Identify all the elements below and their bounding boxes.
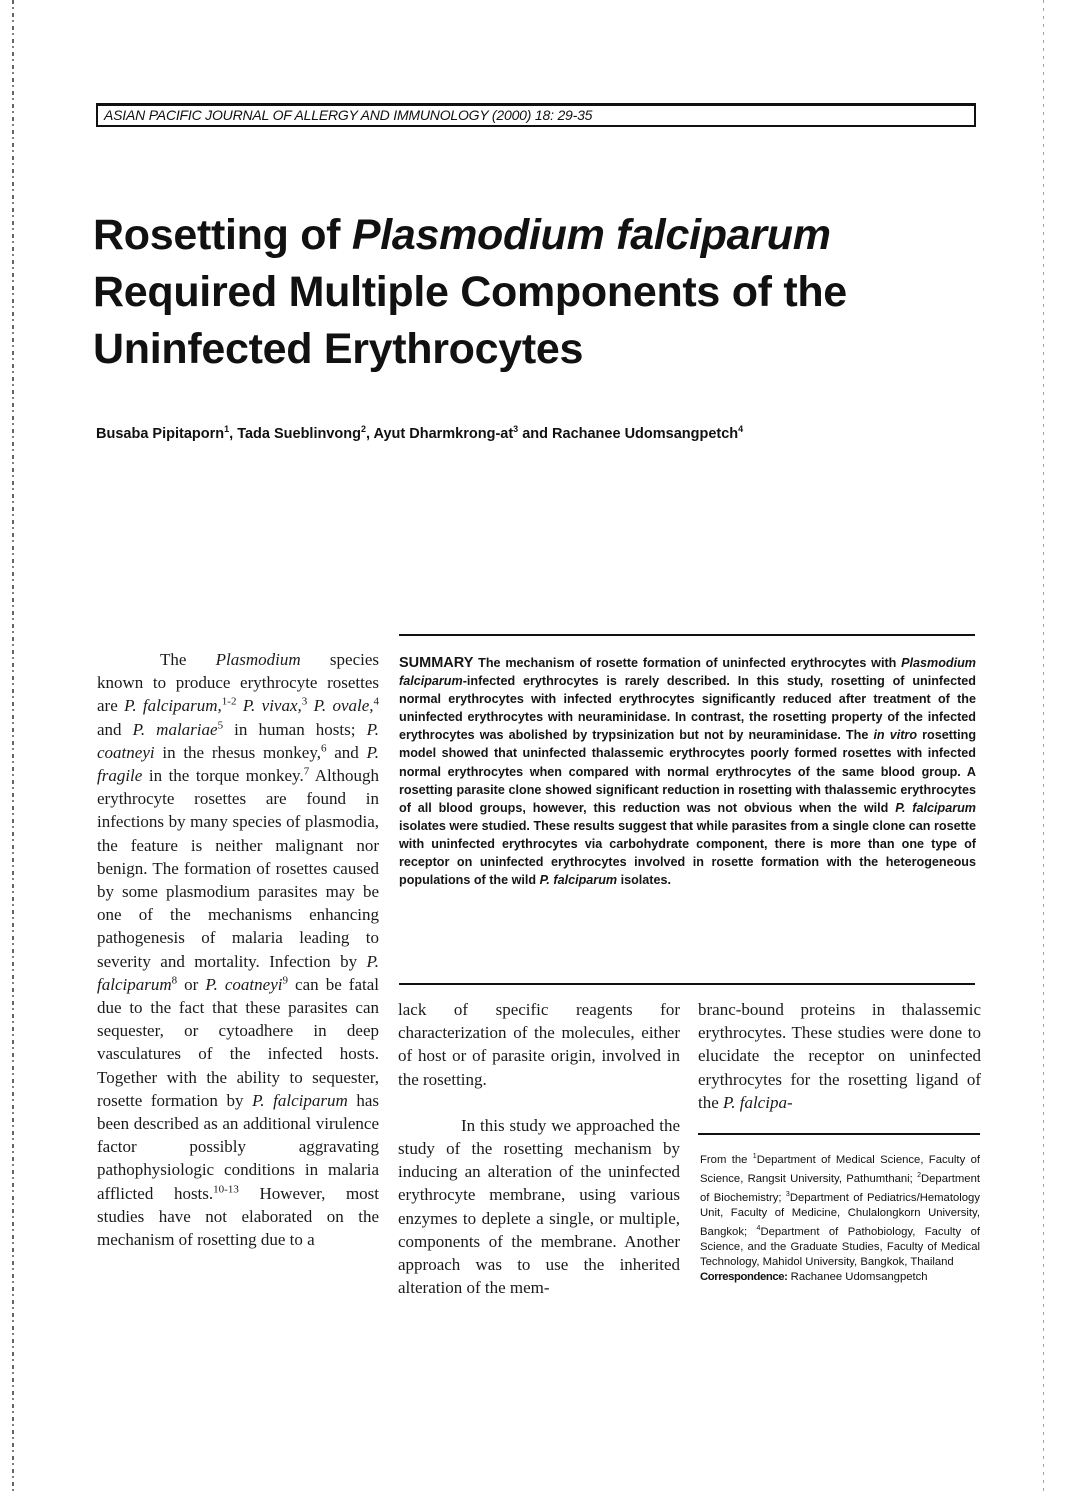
scan-edge-artifact-right <box>1043 0 1044 1495</box>
citation-ref: 4 <box>373 695 380 708</box>
citation-ref: 7 <box>303 765 310 778</box>
summary-label: SUMMARY <box>399 655 474 671</box>
body-column-1 <box>97 648 379 1251</box>
citation-ref: 3 <box>301 695 308 708</box>
journal-citation: ASIAN PACIFIC JOURNAL OF ALLERGY AND IMMUNOLOGY (2000) 18: 29-35 <box>104 107 593 123</box>
citation-ref: 10-13 <box>213 1183 239 1196</box>
author-affiliation-mark: 1 <box>224 424 230 434</box>
body-paragraph: The Plasmodium species known to produce erythrocyte rosettes are P. falciparum,$^{1-2}$ P. vivax,$^3$ P. ovale,$^4$ and P. malariae$^5$ in human hosts; P. coatneyi in the rhesus monkey,$^6$ and P. fragile in the torque monkey.$^7$ Although erythrocyte rosettes are found in infections by many species of plasmodia, the feature is neither malignant nor benign. The formation of rosettes caused by some plasmodium parasites may be one of the mechanisms enhancing pathogenesis of malaria leading to severity and mortality. Infection by P. falciparum$^8$ or P. coatneyi$^9$ can be fatal due to the fact that these parasites can sequester, or cytoadhere in deep vasculatures of the infected hosts. Together with the ability to sequester, rosette formation by P. falciparum has been described as an additional virulence factor possibly aggravating pathophysiologic conditions in malaria afflicted hosts.$^{10-13}$ However, most studies have not elaborated on the mechanism of rosetting due to a <box>97 650 380 1250</box>
body-column-3 <box>698 998 981 1114</box>
body-column-2 <box>398 998 680 1299</box>
body-paragraph: lack of specific reagents for characterization of the molecules, either of host or of parasite origin, involved in the rosetting. <box>398 1000 680 1089</box>
article-title <box>93 207 993 378</box>
body-paragraph: In this study we approached the study of the rosetting mechanism by inducing an alteration of the uninfected erythrocyte membrane, using various enzymes to deplete a single, or multiple, components of the membrane. Another approach was to use the inherited alteration of the mem- <box>398 1115 680 1298</box>
scan-edge-artifact-left <box>12 0 14 1495</box>
abstract-summary: SUMMARY The mechanism of rosette formation of uninfected erythrocytes with Plasmodium falciparum-infected erythrocytes is rarely described. In this study, rosetting of uninfected normal erythrocytes with infected erythrocytes significantly reduced after treatment of the uninfected erythrocytes with neuraminidase. In contrast, the rosetting property of the infected erythrocytes was abolished by trypsinization but not by neuraminidase. The in vitro rosetting model showed that uninfected thalassemic erythrocytes poorly formed rosettes with infected normal erythrocytes when compared with normal erythrocytes of the same blood group. A rosetting parasite clone showed significant reduction in rosetting with thalassemic erythrocytes of all blood groups, however, this reduction was not obvious when the wild P. falciparum isolates were studied. These results suggest that while parasites from a single clone can rosette with uninfected erythrocytes via carbohydrate component, there is more than one type of receptor on uninfected erythrocytes involved in rosette formation with the heterogeneous populations of the wild P. falciparum isolates. <box>399 655 977 888</box>
citation-ref: 6 <box>320 742 327 755</box>
author: Ayut Dharmkrong-at <box>373 425 514 442</box>
summary-bottom-rule <box>399 983 975 985</box>
citation-ref: 1-2 <box>221 695 237 708</box>
body-paragraph: branc-bound proteins in thalassemic erythrocytes. These studies were done to elucidate the receptor on uninfected erythrocytes for the rosetting ligand of the P. falcipa- <box>698 1000 981 1112</box>
author-list: Busaba Pipitaporn$^1$, Tada Sueblinvong$^2$, Ayut Dharmkrong-$at^3$ and Rachanee Udomsangpetch$^4$ <box>96 424 744 442</box>
title-line-1: Rosetting of Plasmodium falciparum <box>93 211 831 259</box>
journal-header-box <box>96 103 976 127</box>
citation-ref: 8 <box>171 974 178 987</box>
citation-ref: 5 <box>217 718 224 731</box>
author: Tada Sueblinvong <box>237 425 361 442</box>
author-affiliation-mark: 3 <box>513 424 519 434</box>
author: Rachanee Udomsangpetch <box>552 425 739 442</box>
summary-top-rule <box>399 634 975 636</box>
title-line-2: Required Multiple Components of the <box>93 268 847 316</box>
author-affiliation-mark: 2 <box>360 424 366 434</box>
author: Busaba Pipitaporn <box>96 425 225 442</box>
footnote-rule <box>698 1133 980 1135</box>
title-line-3: Uninfected Erythrocytes <box>93 325 584 373</box>
correspondence-label: Correspondence: <box>700 1271 788 1284</box>
correspondence-name: Rachanee Udomsangpetch <box>787 1271 928 1284</box>
author-affiliation-mark: 4 <box>738 424 744 434</box>
title-species-name: Plasmodium falciparum <box>351 211 831 259</box>
author-affiliations-footnote: From the $^1$Department of Medical Science, Faculty of Science, Rangsit University, Pathumthani; $^2$Department of Biochemistry; $^3$Department of Pediatrics/Hematology Unit, Faculty of Medicine, Chulalongkorn University, Bangkok; $^4$Department of Pathobiology, Faculty of Science, and the Graduate Studies, Faculty of Medical Technology, Mahidol University, Bangkok, Thailand Correspondence: Rachanee Udomsangpetch <box>700 1153 981 1284</box>
citation-ref: 9 <box>282 974 288 987</box>
